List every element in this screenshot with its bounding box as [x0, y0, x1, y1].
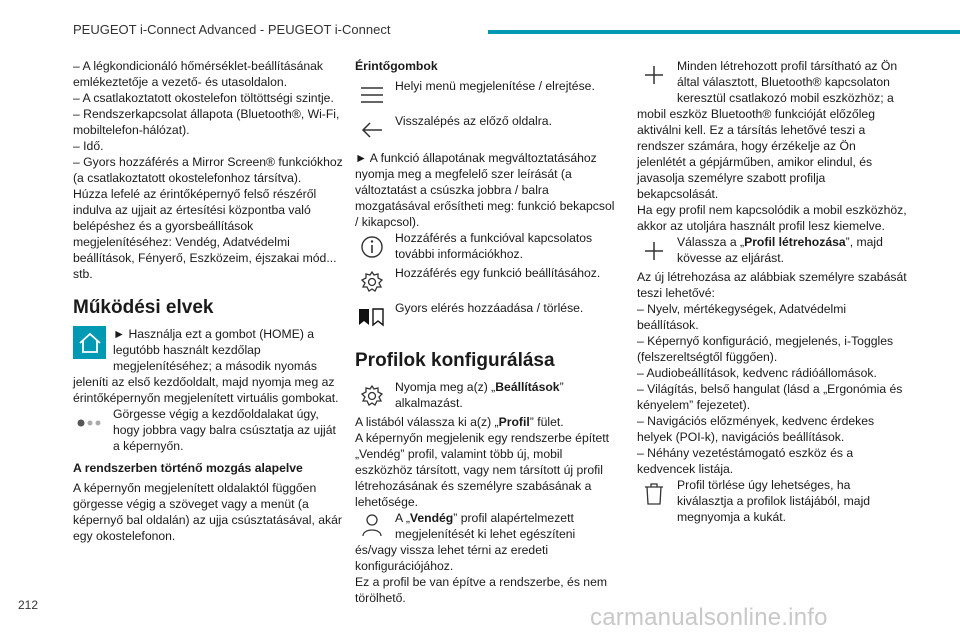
user-block [355, 510, 620, 574]
home-icon [73, 326, 106, 359]
paragraph: Az új létrehozása az alábbiak személyre szabását teszi lehetővé: [637, 270, 907, 300]
plus-block [637, 58, 907, 202]
info-text: Hozzáférés a funkcióval kapcsolatos további információkhoz. [395, 231, 593, 261]
running-header: PEUGEOT i-Connect Advanced - PEUGEOT i-Connect [73, 22, 391, 37]
list-item: – Audiobeállítások, kedvenc rádióállomások. [637, 366, 877, 380]
menu-icon [355, 78, 388, 111]
list-item: – Idő. [73, 139, 104, 153]
section-heading: Működési elvek [73, 297, 214, 318]
text-fragment: Válassza a „ [677, 235, 745, 249]
plus-icon [637, 234, 670, 267]
user-icon [355, 510, 388, 540]
bold-fragment: Beállítások [495, 380, 560, 394]
back-block [355, 113, 620, 148]
list-item: – A csatlakoztatott okostelefon töltöttségi szintje. [73, 91, 334, 105]
text-fragment: Nyomja meg a(z) „ [395, 380, 496, 394]
home-text: ► Használja ezt a gombot (HOME) a legutóbb használt kezdőlap megjelenítéséhez; a második nyomás jeleníti az első kezdőoldalt, majd nyomja meg az érintőképernyőn megjelenített virtuális gombokat. [73, 327, 339, 405]
gear-block [355, 265, 620, 300]
dots-text: Görgesse végig a kezdőoldalakat úgy, hogy jobbra vagy balra csúsztatja az ujját a képernyőn. [113, 407, 336, 453]
gear2-block [355, 379, 620, 414]
list-item: – Rendszerkapcsolat állapota (Bluetooth®, Wi-Fi, mobiltelefon-hálózat). [73, 107, 340, 137]
column-2 [355, 58, 620, 606]
trash-block [637, 477, 907, 525]
page-dots-icon [73, 406, 106, 439]
plus-icon [637, 58, 670, 91]
text-fragment: ” alkalmazást. [395, 380, 564, 410]
trash-text: Profil törlése úgy lehetséges, ha kiválasztja a profilok listájából, majd megnyomja a kukát. [677, 478, 871, 524]
page-number: 212 [18, 598, 39, 612]
gear-icon [355, 379, 388, 412]
paragraph [355, 414, 620, 430]
favorite-text: Gyors elérés hozzáadása / törlése. [395, 301, 584, 315]
subheading: A rendszerben történő mozgás alapelve [73, 461, 303, 475]
bookmark-icon [355, 300, 388, 333]
list-item: – Gyors hozzáférés a Mirror Screen® funkciókhoz (a csatlakoztatott okostelefonhoz társítva). [73, 155, 343, 185]
info-block [355, 230, 620, 265]
text-fragment: ” profil alapértelmezett megjelenítését ki lehet egészíteni és/vagy vissza lehet térni az eredeti konfigurációjához. [355, 511, 576, 573]
list-item: – Világítás, belső hangulat (lásd a „Ergonómia és kényelem” fejezetet). [637, 382, 903, 412]
list-item: – A légkondicionáló hőmérséklet-beállításának emlékeztetője a vezető- és utasoldalon. [73, 59, 324, 89]
back-arrow-icon [355, 113, 388, 146]
text-fragment: A listából válassza ki a(z) „ [355, 415, 499, 429]
bold-fragment: Vendég [409, 511, 454, 525]
section-heading: Profilok konfigurálása [355, 350, 555, 371]
home-block [73, 326, 343, 406]
column-1 [73, 58, 343, 544]
plus-text: Minden létrehozott profil társítható az Ön által választott, Bluetooth® kapcsolaton keresztül csatlakozó mobil eszközhöz; a mobil eszköz Bluetooth® funkcióját előzőleg aktiválni kell. Ez a társítás lehetővé teszi a rendszer számára, hogy érzékelje az Ön jelenlétét a gépjárműben, amikor elindul, és javasolja személyre szabott profilja bekapcsolását. [637, 59, 898, 201]
gear-icon [355, 265, 388, 298]
plus2-block [637, 234, 907, 269]
trash-icon [637, 477, 670, 510]
text-fragment: A „ [395, 511, 410, 525]
header-accent-bar [488, 30, 960, 34]
back-text: Visszalépés az előző oldalra. [395, 114, 552, 128]
paragraph: ► A funkció állapotának megváltoztatásához nyomja meg a megfelelő szer leírását (a változtatást a csúszka jobbra / balra mozgatásával erősítheti meg: funkció bekapcsol / kikapcsol). [355, 151, 615, 229]
menu-text: Helyi menü megjelenítése / elrejtése. [395, 79, 595, 93]
favorite-block [355, 300, 620, 335]
paragraph: Ha egy profil nem kapcsolódik a mobil eszközhöz, akkor az utoljára használt profil lesz kiemelve. [637, 203, 907, 233]
paragraph: Húzza lefelé az érintőképernyő felső részéről indulva az ujjait az értesítési központba való belépéshez és a gyorsbeállítások megjelenítéséhez: Vendég, Adatvédelmi beállítások, Fényerő, Eszközeim, éjszakai mód... stb. [73, 187, 337, 281]
list-item: – Navigációs előzmények, kedvenc érdekes helyek (POI-k), navigációs beállítások. [637, 414, 875, 444]
paragraph: Ez a profil be van építve a rendszerbe, és nem törölhető. [355, 575, 608, 605]
list-item: – Néhány vezetéstámogató eszköz és a kedvencek listája. [637, 446, 854, 476]
list-item: – Nyelv, mértékegységek, Adatvédelmi beállítások. [637, 302, 847, 332]
dots-block [73, 406, 343, 454]
column-3 [637, 58, 907, 525]
gear-text: Hozzáférés egy funkció beállításához. [395, 266, 601, 280]
bold-fragment: Profil [498, 415, 530, 429]
menu-block [355, 78, 620, 113]
paragraph: A képernyőn megjelenik egy rendszerbe épített „Vendég” profil, valamint több új, mobil eszközhöz társított, vagy nem társított új profil létrehozásának és személyre szabásának a lehetősége. [355, 431, 610, 509]
list-item: – Képernyő konfiguráció, megjelenés, i-Toggles (felszereltségtől függően). [637, 334, 894, 364]
info-icon [355, 230, 388, 263]
paragraph: A képernyőn megjelenített oldalaktól függően görgesse végig a szöveget vagy a menüt (a képernyő bal oldalán) az ujja csúsztatásával, akár egy okostelefonon. [73, 481, 342, 543]
watermark: carmanualsonline.info [590, 604, 828, 631]
subheading: Érintőgombok [355, 59, 438, 73]
text-fragment: ” fület. [529, 415, 564, 429]
bold-fragment: Profil létrehozása [744, 235, 846, 249]
text-fragment: ”, majd kövesse az eljárást. [677, 235, 883, 265]
